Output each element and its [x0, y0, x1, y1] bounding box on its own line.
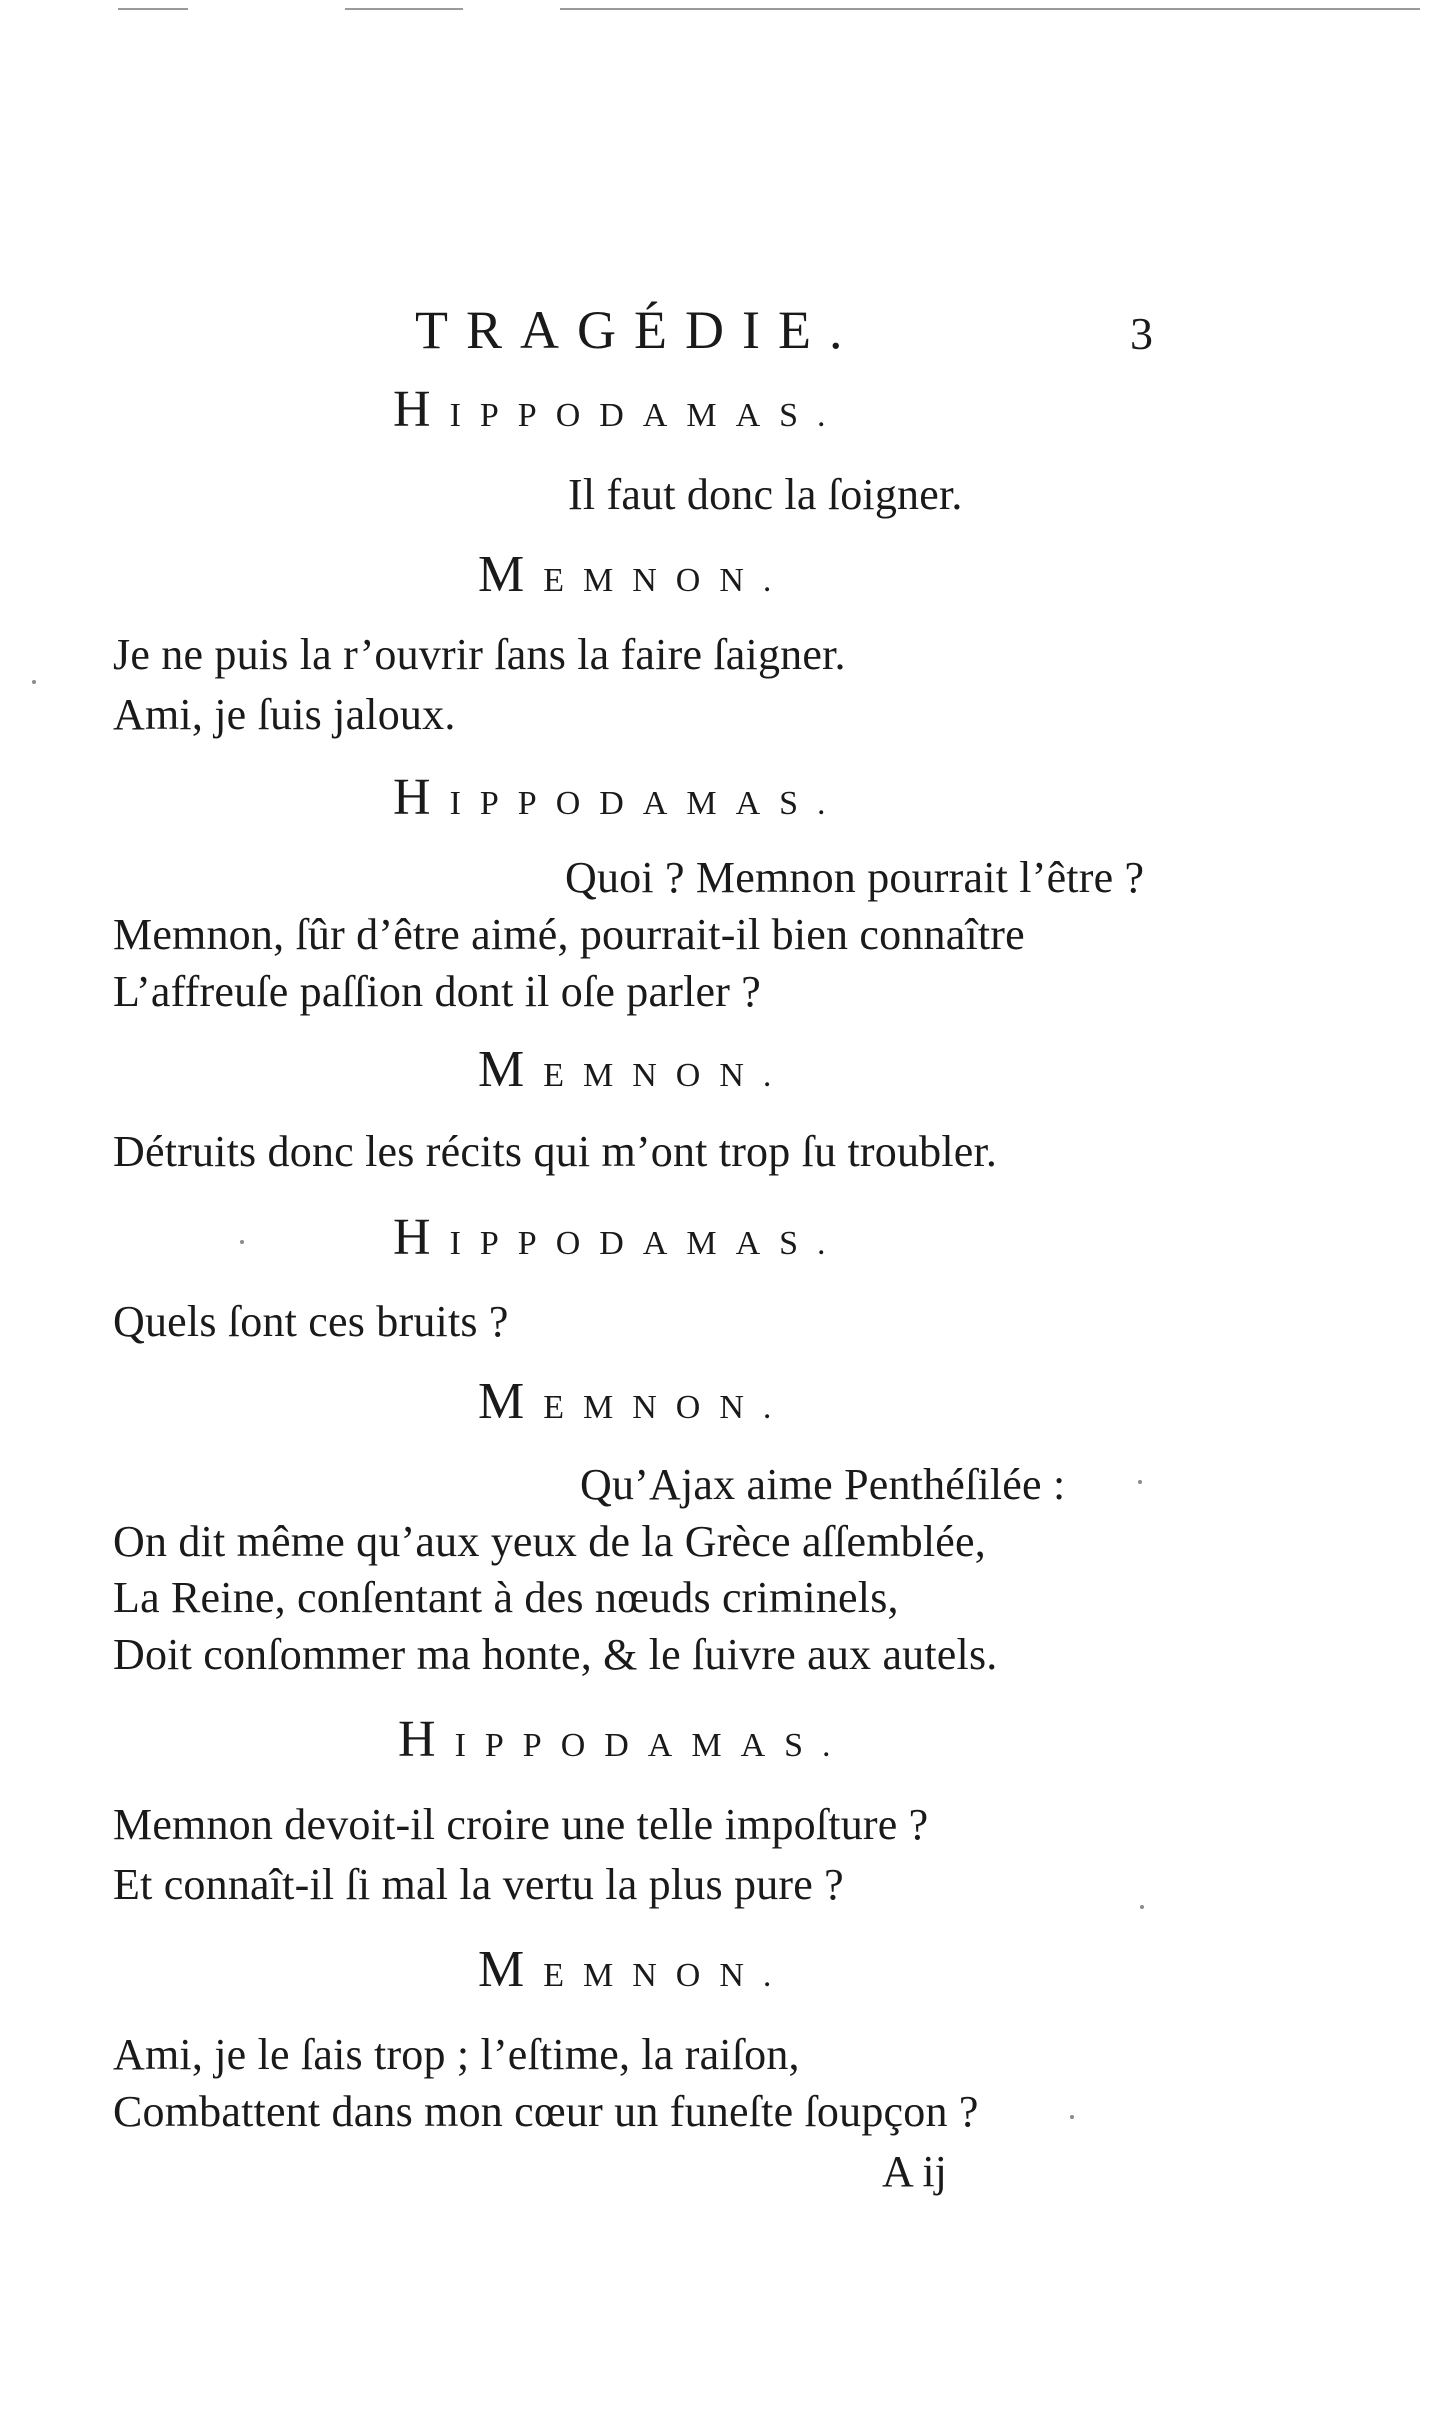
speaker-name: HIPPODAMAS.	[393, 769, 845, 826]
speaker-name: HIPPODAMAS.	[393, 1209, 845, 1266]
speaker-name: MEMNON.	[478, 1373, 791, 1430]
verse-line: Je ne puis la r’ouvrir ſans la faire ſaigner.	[113, 630, 846, 679]
scan-speck	[240, 1240, 244, 1244]
verse-line: Quels ſont ces bruits ?	[113, 1297, 509, 1346]
running-title: TRAGÉDIE.	[415, 300, 861, 360]
speaker-name: HIPPODAMAS.	[398, 1711, 850, 1768]
verse-line: L’affreuſe paſſion dont il oſe parler ?	[113, 967, 762, 1016]
verse-line: Ami, je le ſais trop ; l’eſtime, la raiſon,	[113, 2030, 800, 2079]
scan-speck	[1140, 1905, 1144, 1909]
verse-line: Et connaît-il ſi mal la vertu la plus pure ?	[113, 1860, 844, 1909]
speaker-name: HIPPODAMAS.	[393, 381, 845, 438]
scan-speck	[32, 680, 36, 684]
verse-line: Doit conſommer ma honte, & le ſuivre aux autels.	[113, 1630, 998, 1679]
verse-line: Il faut donc la ſoigner.	[568, 470, 963, 519]
verse-line: Memnon devoit-il croire une telle impoſture ?	[113, 1800, 929, 1849]
speaker-name: MEMNON.	[478, 1041, 791, 1098]
verse-line: Quoi ? Memnon pourrait l’être ?	[565, 853, 1145, 902]
verse-line: Ami, je ſuis jaloux.	[113, 690, 456, 739]
verse-line: Qu’Ajax aime Penthéſilée :	[580, 1460, 1066, 1509]
top-rule-left	[118, 8, 188, 10]
verse-line: On dit même qu’aux yeux de la Grèce aſſemblée,	[113, 1517, 986, 1566]
page-number: 3	[1130, 308, 1153, 359]
scan-speck	[1138, 1480, 1142, 1484]
speaker-name: MEMNON.	[478, 546, 791, 603]
verse-line: Combattent dans mon cœur un funeſte ſoupçon ?	[113, 2087, 979, 2136]
top-rule-right	[560, 8, 1420, 10]
verse-line: Memnon, ſûr d’être aimé, pourrait-il bien connaître	[113, 910, 1025, 959]
running-head	[0, 290, 1437, 370]
top-rule-middle	[345, 8, 463, 10]
scan-speck	[1070, 2115, 1074, 2119]
speaker-name: MEMNON.	[478, 1941, 791, 1998]
signature-mark: A ij	[882, 2147, 947, 2196]
verse-line: Détruits donc les récits qui m’ont trop ſu troubler.	[113, 1127, 998, 1176]
verse-line: La Reine, conſentant à des nœuds criminels,	[113, 1573, 899, 1622]
